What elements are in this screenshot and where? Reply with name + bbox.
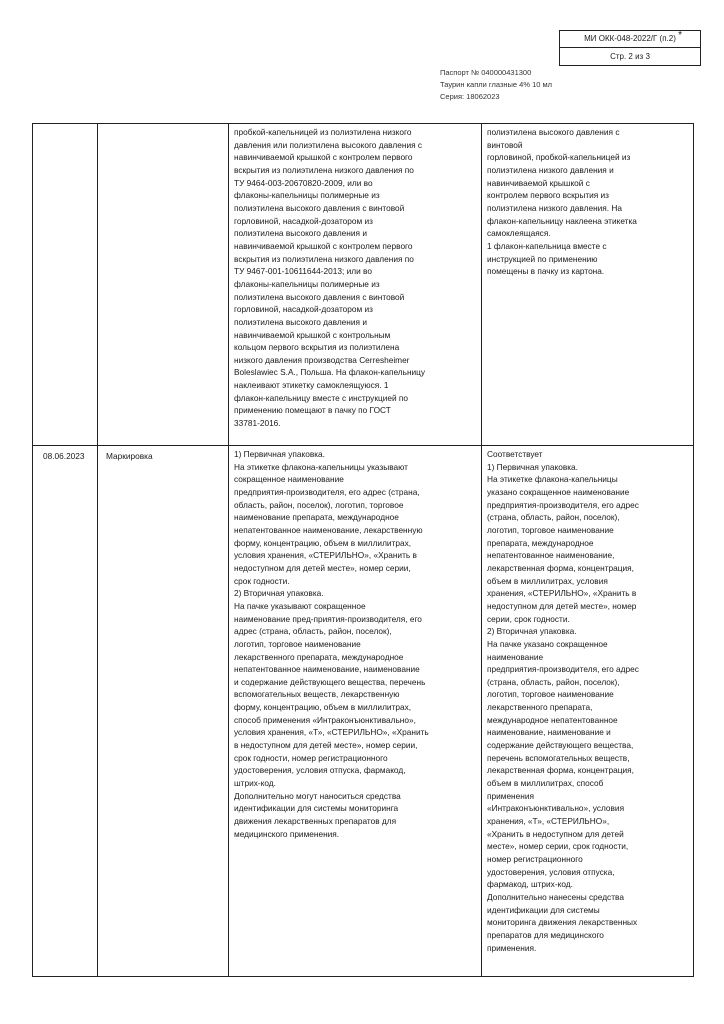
text-line: «Интраконъюнктивально», условия bbox=[487, 803, 625, 814]
text-line: недоступном для детей месте», номер серии, bbox=[234, 562, 411, 573]
text-line: объем в миллилитрах, условия bbox=[487, 575, 608, 586]
text-line: горловиной, насадкой-дозатором из bbox=[234, 215, 373, 226]
text-line: идентификации для системы мониторинга bbox=[234, 803, 399, 814]
text-line: горловиной, пробкой-капельницей из bbox=[487, 152, 631, 163]
text-line: предприятия-производителя, его адрес (страна, bbox=[234, 486, 420, 497]
product-name: Таурин капли глазные 4% 10 мл bbox=[440, 80, 553, 89]
text-line: ТУ 9467-001-10611644-2013; или во bbox=[234, 266, 372, 277]
text-line: форму, концентрацию, объем в миллилитрах, bbox=[234, 702, 412, 713]
document-code: МИ ОКК-048-2022/Г (п.2) bbox=[560, 31, 700, 48]
text-line: содержание действующего вещества, bbox=[487, 740, 634, 751]
text-line: кольцом первого вскрытия из полиэтилена bbox=[234, 342, 400, 353]
text-line: флакон-капельницу вместе с инструкцией по bbox=[234, 392, 408, 403]
text-line: срок годности. bbox=[234, 575, 290, 586]
text-line: срок годности, номер регистрационного bbox=[234, 752, 388, 763]
text-line: 1) Первичная упаковка. bbox=[234, 449, 325, 459]
text-line: навинчиваемой крышкой с контролем первого bbox=[234, 152, 413, 163]
text-line: адрес (страна, область, район, поселок), bbox=[234, 626, 392, 637]
text-line: перечень вспомогательных веществ, bbox=[487, 752, 630, 763]
text-line: вскрытия из полиэтилена низкого давления по bbox=[234, 164, 414, 175]
text-line: Соответствует bbox=[487, 449, 543, 459]
text-line: хранения, «СТЕРИЛЬНО», «Хранить в bbox=[487, 588, 637, 599]
text-line: самоклеящаяся. bbox=[487, 228, 551, 239]
text-line: применения bbox=[487, 790, 534, 801]
text-line: объем в миллилитрах, способ bbox=[487, 778, 604, 789]
text-line: полиэтилена низкого давления. На bbox=[487, 202, 623, 213]
text-line: 1) Первичная упаковка. bbox=[487, 461, 578, 472]
specification-table bbox=[32, 123, 694, 977]
text-line: ТУ 9464-003-20670820-2009, или во bbox=[234, 177, 373, 188]
text-line: серии, срок годности. bbox=[487, 613, 570, 624]
passport-info bbox=[440, 67, 552, 103]
text-line: контролем первого вскрытия из bbox=[487, 190, 609, 201]
text-line: На пачке указывают сокращенное bbox=[234, 600, 366, 611]
text-line: наименование препарата, международное bbox=[234, 512, 399, 523]
text-line: На этикетке флакона-капельницы bbox=[487, 474, 618, 485]
text-line: Boleslawiec S.A., Польша. На флакон-капельницу bbox=[234, 367, 426, 378]
text-line: препарата, международное bbox=[487, 537, 594, 548]
text-line: форму, концентрацию, объем в миллилитрах, bbox=[234, 537, 412, 548]
text-line: вскрытия из полиэтилена низкого давления по bbox=[234, 253, 414, 264]
text-line: полиэтилена высокого давления с bbox=[487, 127, 620, 137]
row-date bbox=[33, 124, 97, 128]
text-line: применению помещают в пачку по ГОСТ bbox=[234, 405, 391, 416]
text-line: лекарственная форма, концентрация, bbox=[487, 765, 634, 776]
text-line: международное непатентованное bbox=[487, 714, 618, 725]
text-line: сокращенное наименование bbox=[234, 474, 344, 485]
text-line: область, район, поселок), логотип, торговое bbox=[234, 499, 404, 510]
text-line: удостоверения, условия отпуска, bbox=[487, 866, 615, 877]
result-text bbox=[482, 446, 693, 954]
text-line: наименование bbox=[487, 651, 544, 662]
passport-number: Паспорт № 040000431300 bbox=[440, 68, 532, 77]
text-line: 2) Вторичная упаковка. bbox=[487, 626, 577, 637]
text-line: условия хранения, «СТЕРИЛЬНО», «Хранить в bbox=[234, 550, 417, 561]
text-line: флакон-капельницу наклеена этикетка bbox=[487, 215, 637, 226]
text-line: (страна, область, район, поселок), bbox=[487, 676, 620, 687]
text-line: (страна, область, район, поселок), bbox=[487, 512, 620, 523]
text-line: навинчиваемой крышкой с bbox=[487, 177, 590, 188]
text-line: наименование, наименование и bbox=[487, 727, 611, 738]
text-line: навинчиваемой крышкой с контрольным bbox=[234, 329, 391, 340]
requirement-text bbox=[229, 446, 481, 840]
text-line: полиэтилена высокого давления с винтовой bbox=[234, 202, 405, 213]
text-line: непатентованное наименование, наименование bbox=[234, 664, 420, 675]
text-line: пробкой-капельницей из полиэтилена низкого bbox=[234, 127, 412, 137]
text-line: Дополнительно могут наноситься средства bbox=[234, 790, 401, 801]
text-line: непатентованное наименование, лекарственную bbox=[234, 524, 423, 535]
text-line: давления или полиэтилена высокого давления с bbox=[234, 139, 423, 150]
text-line: наименование пред-приятия-производителя, его bbox=[234, 613, 422, 624]
text-line: Дополнительно нанесены средства bbox=[487, 891, 624, 902]
text-line: 33781-2016. bbox=[234, 418, 281, 429]
table-row bbox=[33, 446, 694, 977]
text-line: предприятия-производителя, его адрес bbox=[487, 499, 639, 510]
requirement-text bbox=[229, 124, 481, 430]
text-line: наклеивают этикетку самоклеящуюся. 1 bbox=[234, 380, 389, 391]
text-line: лекарственная форма, концентрация, bbox=[487, 562, 634, 573]
result-text bbox=[482, 124, 693, 278]
text-line: горловиной, насадкой-дозатором из bbox=[234, 304, 373, 315]
text-line: медицинского применения. bbox=[234, 828, 340, 839]
text-line: указано сокращенное наименование bbox=[487, 486, 630, 497]
text-line: На этикетке флакона-капельницы указывают bbox=[234, 461, 408, 472]
text-line: вспомогательных веществ, лекарственную bbox=[234, 689, 400, 700]
text-line: и содержание действующего вещества, перечень bbox=[234, 676, 426, 687]
text-line: флаконы-капельницы полимерные из bbox=[234, 278, 380, 289]
text-line: 1 флакон-капельница вместе с bbox=[487, 240, 607, 251]
text-line: навинчиваемой крышкой с контролем первого bbox=[234, 240, 413, 251]
text-line: недоступном для детей месте», номер bbox=[487, 600, 637, 611]
text-line: препаратов для медицинского bbox=[487, 929, 604, 940]
row-section bbox=[98, 124, 228, 128]
text-line: хранения, «Т», «СТЕРИЛЬНО», bbox=[487, 816, 610, 827]
text-line: в недоступном для детей месте», номер серии, bbox=[234, 740, 418, 751]
text-line: лекарственного препарата, международное bbox=[234, 651, 404, 662]
text-line: полиэтилена высокого давления и bbox=[234, 316, 367, 327]
table-row bbox=[33, 124, 694, 446]
text-line: 2) Вторичная упаковка. bbox=[234, 588, 324, 599]
text-line: условия хранения, «Т», «СТЕРИЛЬНО», «Хранить bbox=[234, 727, 429, 738]
text-line: полиэтилена высокого давления и bbox=[234, 228, 367, 239]
text-line: фармакод, штрих-код. bbox=[487, 879, 573, 890]
text-line: непатентованное наименование, bbox=[487, 550, 615, 561]
text-line: низкого давления производства Cerresheimer bbox=[234, 354, 410, 365]
text-line: помещены в пачку из картона. bbox=[487, 266, 605, 277]
corner-mark: * bbox=[678, 30, 682, 41]
text-line: удостоверения, условия отпуска, фармакод, bbox=[234, 765, 406, 776]
text-line: полиэтилена низкого давления и bbox=[487, 164, 614, 175]
text-line: применения. bbox=[487, 942, 537, 953]
text-line: инструкцией по применению bbox=[487, 253, 598, 264]
text-line: мониторинга движения лекарственных bbox=[487, 917, 638, 928]
text-line: флаконы-капельницы полимерные из bbox=[234, 190, 380, 201]
text-line: штрих-код. bbox=[234, 778, 276, 789]
text-line: предприятия-производителя, его адрес bbox=[487, 664, 639, 675]
text-line: движения лекарственных препаратов для bbox=[234, 816, 397, 827]
page-number: Стр. 2 из 3 bbox=[610, 51, 650, 61]
document-code-box bbox=[559, 30, 701, 66]
text-line: месте», номер серии, срок годности, bbox=[487, 841, 629, 852]
text-line: «Хранить в недоступном для детей bbox=[487, 828, 624, 839]
text-line: номер регистрационного bbox=[487, 854, 583, 864]
series-number: Серия: 18062023 bbox=[440, 92, 500, 101]
text-line: логотип, торговое наименование bbox=[487, 689, 614, 700]
text-line: идентификации для системы bbox=[487, 904, 600, 915]
text-line: способ применения «Интраконъюнктивально», bbox=[234, 714, 416, 725]
row-section: Маркировка bbox=[106, 451, 153, 461]
row-date: 08.06.2023 bbox=[43, 451, 85, 461]
text-line: полиэтилена высокого давления с винтовой bbox=[234, 291, 405, 302]
text-line: винтовой bbox=[487, 139, 523, 150]
text-line: На пачке указано сокращенное bbox=[487, 638, 608, 649]
text-line: логотип, торговое наименование bbox=[234, 638, 361, 649]
text-line: логотип, торговое наименование bbox=[487, 524, 614, 535]
text-line: лекарственного препарата, bbox=[487, 702, 593, 713]
